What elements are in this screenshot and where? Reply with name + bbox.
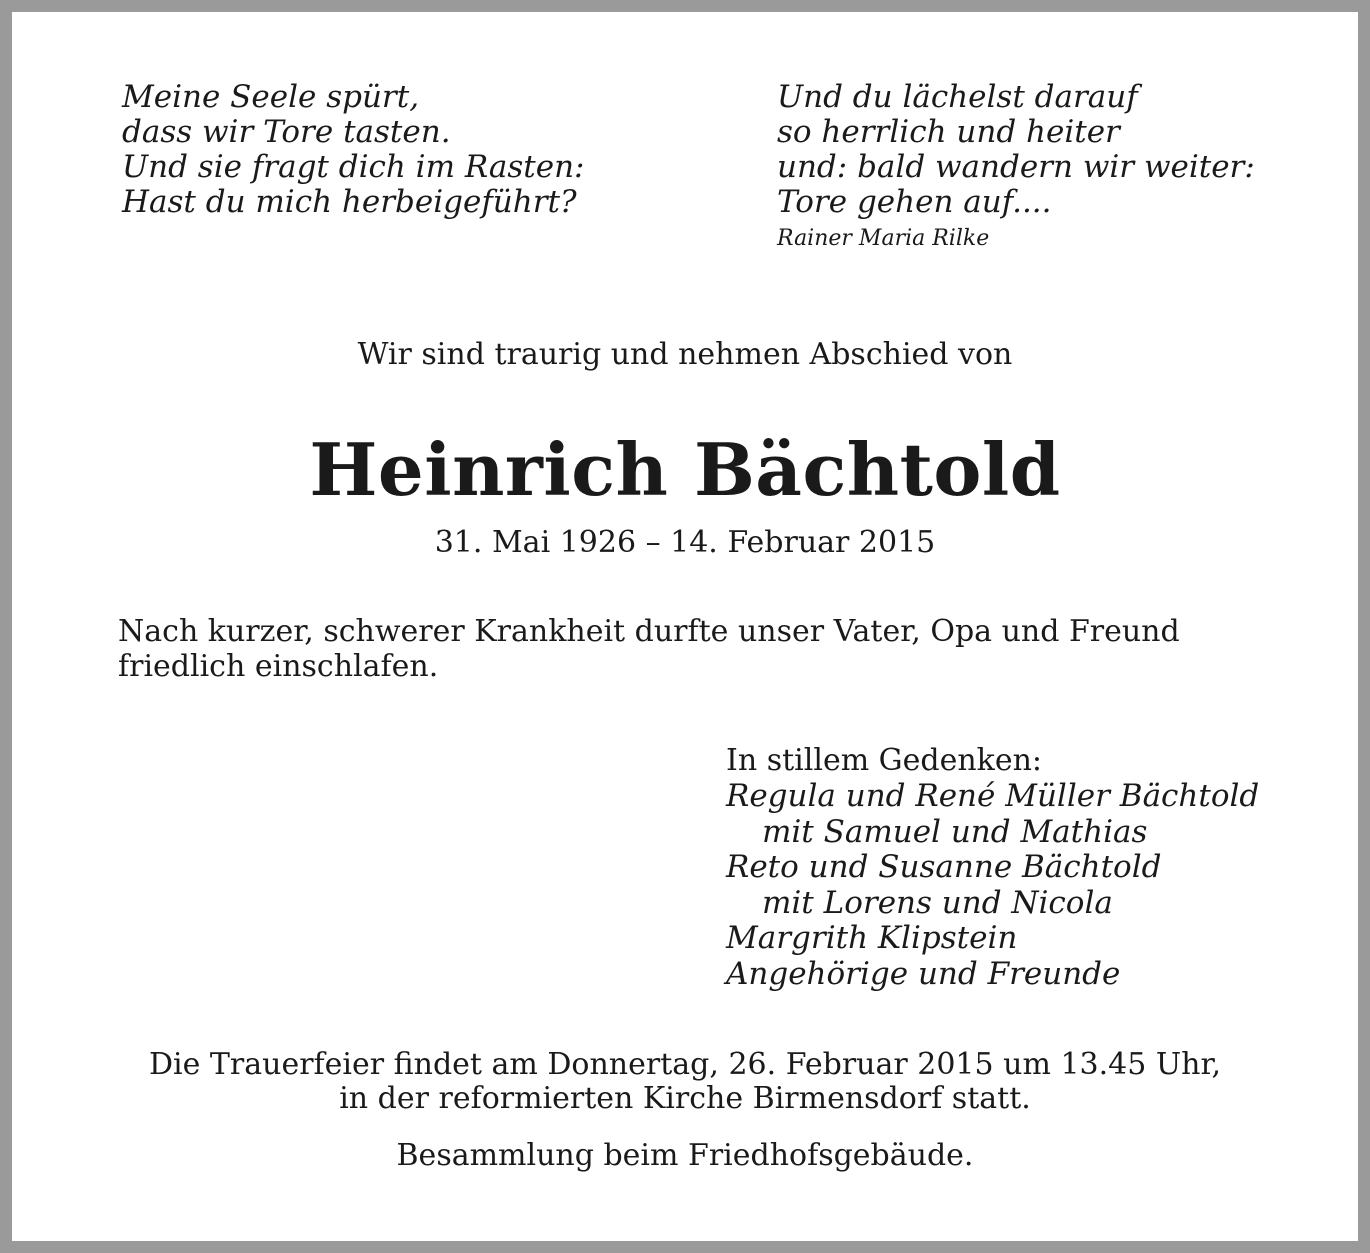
mourners-list	[726, 743, 1259, 992]
service-line: Die Trauerfeier findet am Donnertag, 26. Februar 2015 um 13.45 Uhr,	[148, 1047, 1222, 1082]
poem-line: Meine Seele spürt,	[122, 79, 420, 115]
obituary-content	[12, 12, 1358, 1241]
deceased-name: Heinrich Bächtold	[309, 427, 1061, 512]
farewell-intro: Wir sind traurig und nehmen Abschied von	[357, 337, 1013, 372]
poem-line: und: bald wandern wir weiter:	[777, 149, 1255, 185]
death-message: Nach kurzer, schwerer Krankheit durfte unser Vater, Opa und Freund friedlich einschlafen.	[118, 614, 1180, 684]
poem-line: Und sie fragt dich im Rasten:	[122, 149, 585, 185]
mourner-line: mit Samuel und Mathias	[762, 813, 1148, 850]
mourner-line: Angehörige und Freunde	[726, 955, 1121, 992]
mourner-line: Margrith Klipstein	[726, 920, 1018, 956]
life-dates: 31. Mai 1926 – 14. Februar 2015	[434, 525, 936, 560]
poem-stanza-right	[777, 80, 1255, 254]
poem-stanza-left	[122, 80, 585, 220]
mourner-line: Regula und René Müller Bächtold	[726, 778, 1260, 814]
poem-line: Tore gehen auf....	[777, 184, 1052, 220]
mourner-line: mit Lorens und Nicola	[762, 884, 1113, 921]
service-line: in der reformierten Kirche Birmensdorf statt.	[339, 1081, 1031, 1116]
funeral-service-info	[12, 1048, 1358, 1116]
poem-line: dass wir Tore tasten.	[122, 114, 451, 150]
mourner-line: Reto und Susanne Bächtold	[726, 849, 1162, 885]
gathering-info: Besammlung beim Friedhofsgebäude.	[396, 1138, 974, 1173]
poem-author: Rainer Maria Rilke	[777, 226, 990, 251]
poem-line: Hast du mich herbeigeführt?	[122, 184, 577, 220]
poem-line: Und du lächelst darauf	[777, 79, 1138, 115]
poem-line: so herrlich und heiter	[777, 114, 1120, 150]
mourners-heading: In stillem Gedenken:	[726, 743, 1043, 778]
